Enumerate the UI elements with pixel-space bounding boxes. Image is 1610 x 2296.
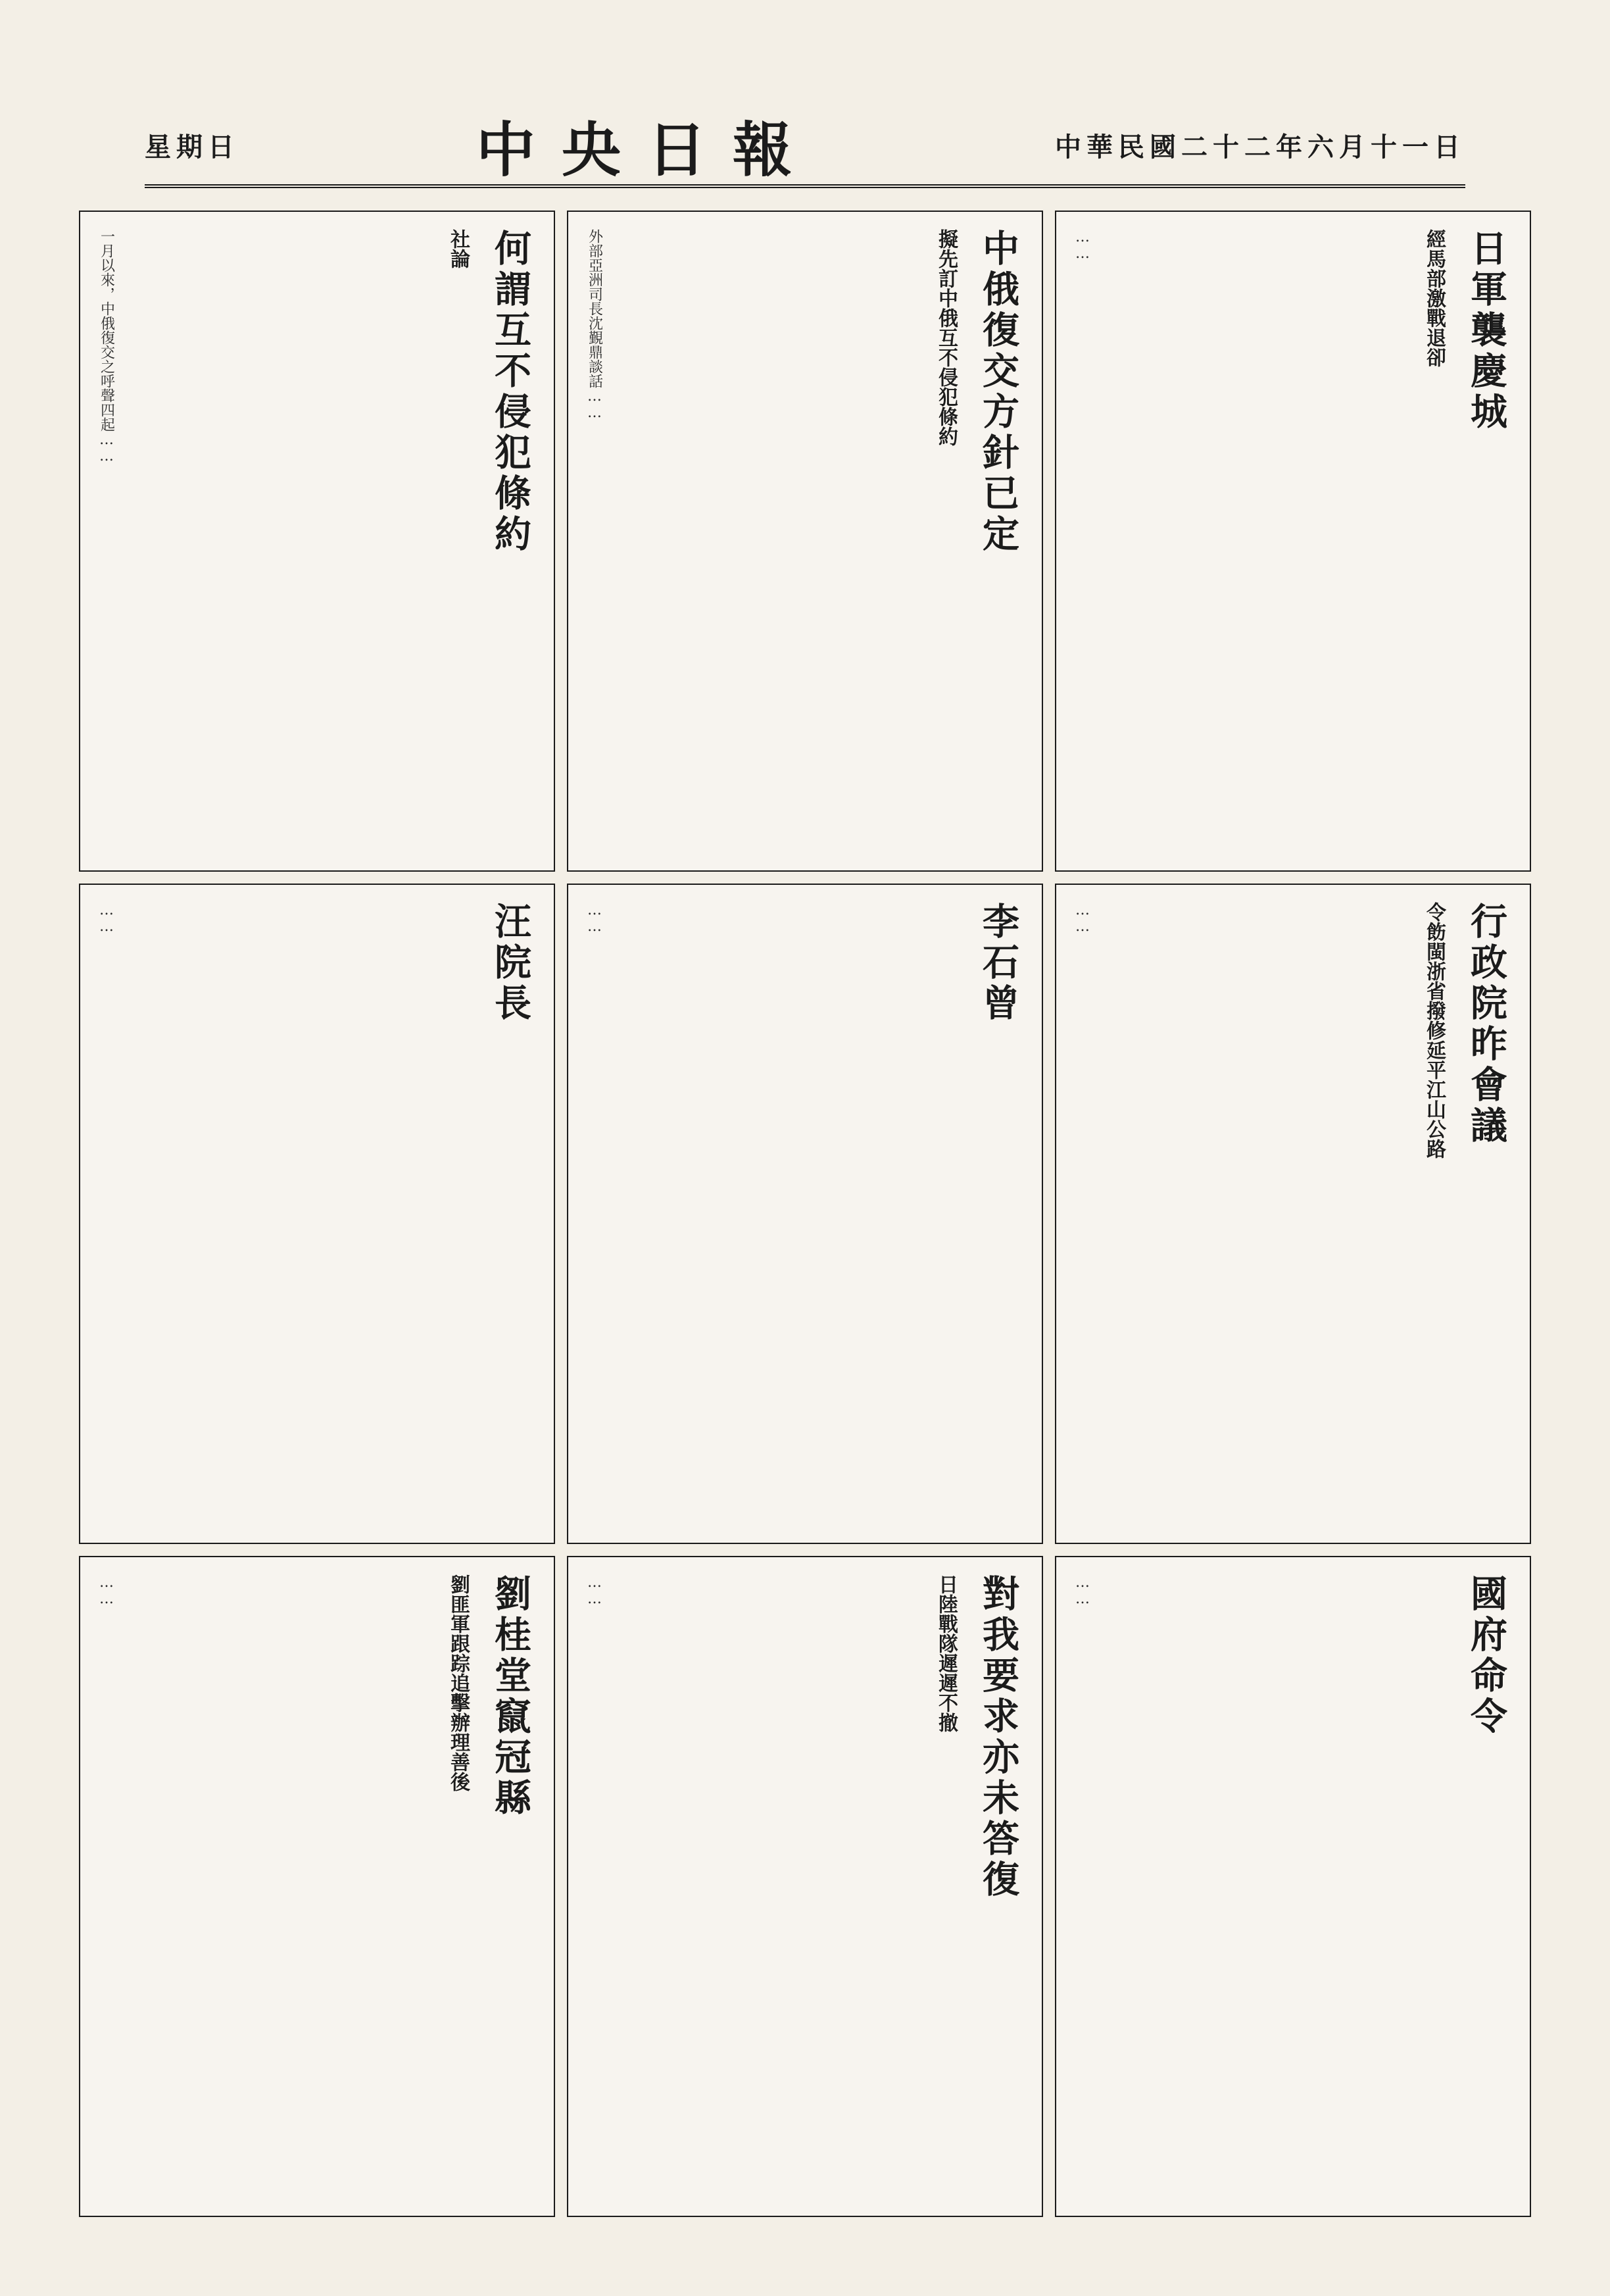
article-headline: 李石曾	[977, 901, 1020, 1024]
article	[1055, 884, 1531, 1545]
article	[79, 1556, 555, 2217]
article-headline: 國府命令	[1465, 1574, 1508, 1738]
article-headline: 日軍襲慶城	[1465, 229, 1508, 433]
masthead	[145, 105, 1465, 188]
article	[1055, 1556, 1531, 2217]
article-body: ……	[98, 901, 115, 935]
article-headline: 劉桂堂竄冠縣	[489, 1574, 532, 1820]
article-body: ……	[1074, 901, 1091, 935]
article-headline: 汪院長	[489, 901, 532, 1024]
article-subheadline: 劉匪軍跟踪追擊辦理善後	[447, 1574, 470, 1792]
article-body: ……	[586, 901, 603, 935]
article-body: ……	[1074, 1574, 1091, 1608]
article	[567, 1556, 1043, 2217]
article-subheadline: 經馬部激戰退卻	[1423, 229, 1446, 367]
article-headline: 對我要求亦未答復	[977, 1574, 1020, 1901]
article-grid	[79, 211, 1531, 2217]
article-subheadline: 令飭閩浙省撥修延平江山公路	[1423, 901, 1446, 1159]
article	[79, 211, 555, 872]
article	[1055, 211, 1531, 872]
date: 中華民國二十二年六月十一日	[1055, 131, 1465, 162]
article-headline: 何謂互不侵犯條約	[489, 229, 532, 555]
article-subheadline: 日陸戰隊遲遲不撤	[935, 1574, 958, 1733]
article-body: 一月以來，中俄復交之呼聲四起……	[98, 229, 115, 464]
article-body: 外部亞洲司長沈覲鼎談話……	[586, 229, 603, 421]
article	[79, 884, 555, 1545]
article-headline: 行政院昨會議	[1465, 901, 1508, 1147]
article-body: ……	[1074, 229, 1091, 262]
article	[567, 884, 1043, 1545]
article-body: ……	[98, 1574, 115, 1608]
article-headline: 中俄復交方針已定	[977, 229, 1020, 555]
article-subheadline: 擬先訂中俄互不侵犯條約	[935, 229, 958, 446]
article-subheadline: 社論	[447, 229, 470, 268]
newspaper-title: 中央日報	[476, 115, 818, 185]
issue: 星期日	[145, 131, 239, 162]
article	[567, 211, 1043, 872]
article-body: ……	[586, 1574, 603, 1608]
